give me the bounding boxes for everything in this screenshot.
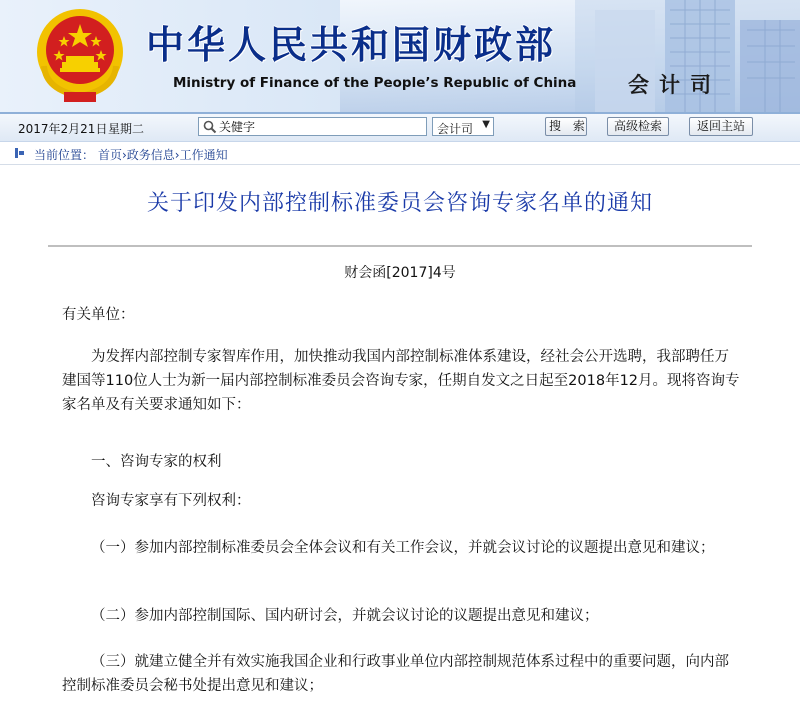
- breadcrumb: [0, 142, 800, 165]
- current-weekday: 星期二: [108, 122, 145, 136]
- search-input[interactable]: [219, 119, 419, 134]
- scope-select-value: 会计司: [437, 122, 474, 136]
- article-paragraph: （二）参加内部控制国际、国内研讨会，并就会议讨论的议题提出意见和建议；: [91, 608, 599, 624]
- breadcrumb-label: 当前位置：: [34, 148, 95, 162]
- chevron-down-icon: ▼: [482, 119, 490, 130]
- site-title-english: Ministry of Finance of the People’s Republic of China: [173, 75, 577, 91]
- article-paragraph: 有关单位：: [62, 307, 135, 323]
- article-paragraph: 一、咨询专家的权利: [91, 454, 222, 470]
- breadcrumb-path[interactable]: 首页›政务信息›工作通知: [98, 148, 228, 162]
- toolbar: [0, 114, 800, 142]
- search-box[interactable]: [198, 117, 427, 136]
- article-paragraph: 为发挥内部控制专家智库作用，加快推动我国内部控制标准体系建设，经社会公开选聘，我部聘任万建国等110位人士为新一届内部控制标准委员会咨询专家，任期自发文之日起至2018年12月。现将咨询专家名单及有关要求通知如下：: [62, 349, 740, 413]
- article-paragraph: 咨询专家享有下列权利：: [91, 493, 251, 509]
- department-name: 会计司: [628, 73, 721, 97]
- article-title: 关于印发内部控制标准委员会咨询专家名单的通知: [146, 191, 653, 216]
- current-date: 2017年2月21日: [18, 122, 108, 136]
- location-marker-icon: [15, 148, 24, 158]
- home-site-button[interactable]: 返回主站: [689, 117, 753, 136]
- scope-select[interactable]: [432, 117, 494, 136]
- article-paragraph: （一）参加内部控制标准委员会全体会议和有关工作会议，并就会议讨论的议题提出意见和建议；: [91, 540, 715, 556]
- national-emblem-icon: [34, 6, 126, 104]
- advanced-search-button[interactable]: 高级检索: [607, 117, 669, 136]
- search-icon: [203, 120, 217, 134]
- site-banner: [0, 0, 800, 114]
- site-title-chinese: 中华人民共和国财政部: [146, 23, 557, 67]
- article-paragraph: （三）就建立健全并有效实施我国企业和行政事业单位内部控制规范体系过程中的重要问题，向内部控制标准委员会秘书处提出意见和建议；: [62, 654, 729, 694]
- document-number: 财会函[2017]4号: [344, 265, 456, 281]
- search-button[interactable]: 搜 索: [545, 117, 587, 136]
- title-divider: [48, 245, 752, 247]
